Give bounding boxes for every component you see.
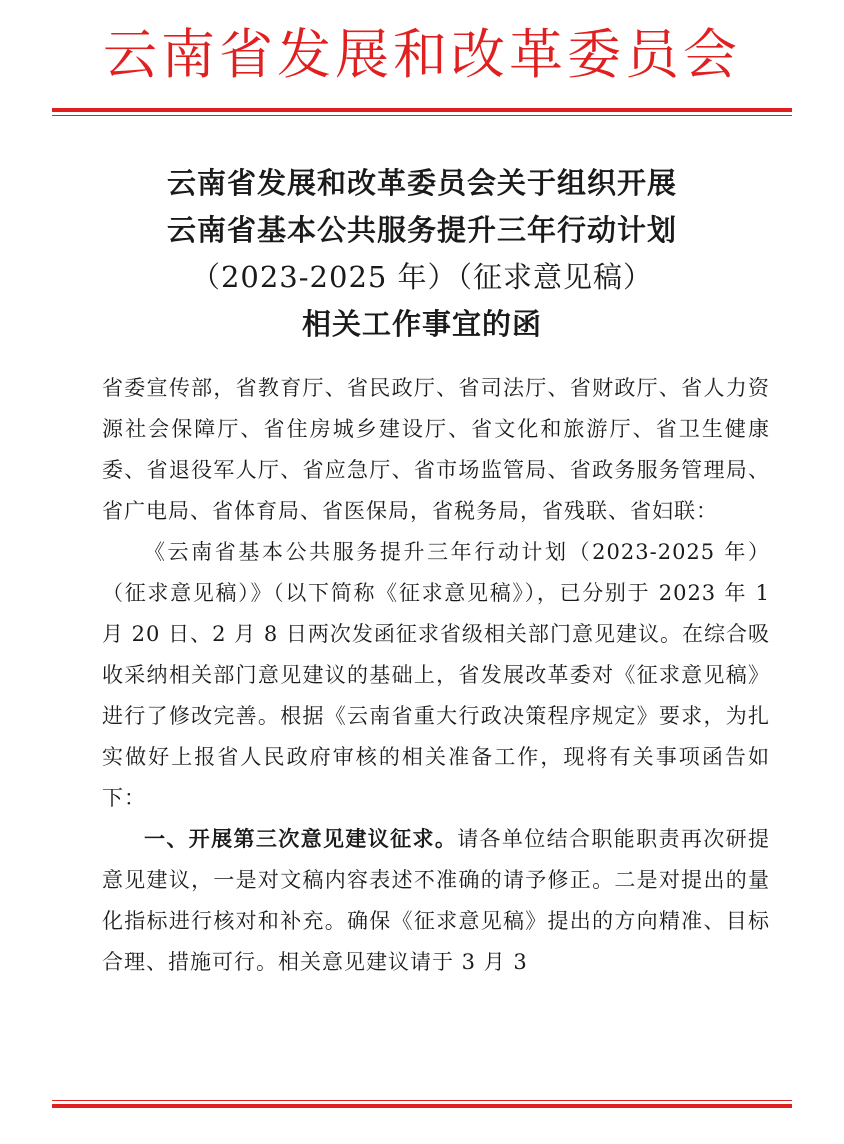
section-1-paragraph — [102, 819, 770, 983]
letterhead-divider — [52, 108, 792, 116]
letterhead-title: 云南省发展和改革委员会 — [103, 23, 741, 86]
title-line-4: 相关工作事宜的函 — [301, 307, 542, 341]
intro-paragraph: 《云南省基本公共服务提升三年行动计划（2023-2025 年）（征求意见稿）》（以下简称《征求意见稿》），已分别于 2023 年 1 月 20 日、2 月 8 日两次发函征求省级相关部门意见建议。在综合吸收采纳相关部门意见建议的基础上，省发展改革委对《征求意见稿》进行了修改完善。根据《云南省重大行政决策程序规定》要求，为扎实做好上报省人民政府审核的相关准备工作，现将有关事项函告如下： — [102, 540, 770, 810]
title-line-3: （2023-2025 年）（征求意见稿） — [190, 260, 654, 294]
section-1-heading: 一、开展第三次意见建议征求。 — [144, 827, 458, 851]
addressee-paragraph: 省委宣传部，省教育厅、省民政厅、省司法厅、省财政厅、省人力资源社会保障厅、省住房城乡建设厅、省文化和旅游厅、省卫生健康委、省退役军人厅、省应急厅、省市场监管局、省政务服务管理局、省广电局、省体育局、省医保局，省税务局，省残联、省妇联： — [102, 376, 770, 523]
title-line-1: 云南省发展和改革委员会关于组织开展 — [166, 166, 677, 200]
document-title — [52, 160, 792, 348]
footer-divider — [52, 1100, 792, 1108]
document-body — [102, 368, 770, 983]
title-line-2: 云南省基本公共服务提升三年行动计划 — [166, 213, 677, 247]
section-1-text: 请各单位结合职能职责再次研提意见建议，一是对文稿内容表述不准确的请予修正。二是对提出的量化指标进行核对和补充。确保《征求意见稿》提出的方向精准、目标合理、措施可行。相关意见建议请于 3 月 3 — [102, 827, 771, 974]
